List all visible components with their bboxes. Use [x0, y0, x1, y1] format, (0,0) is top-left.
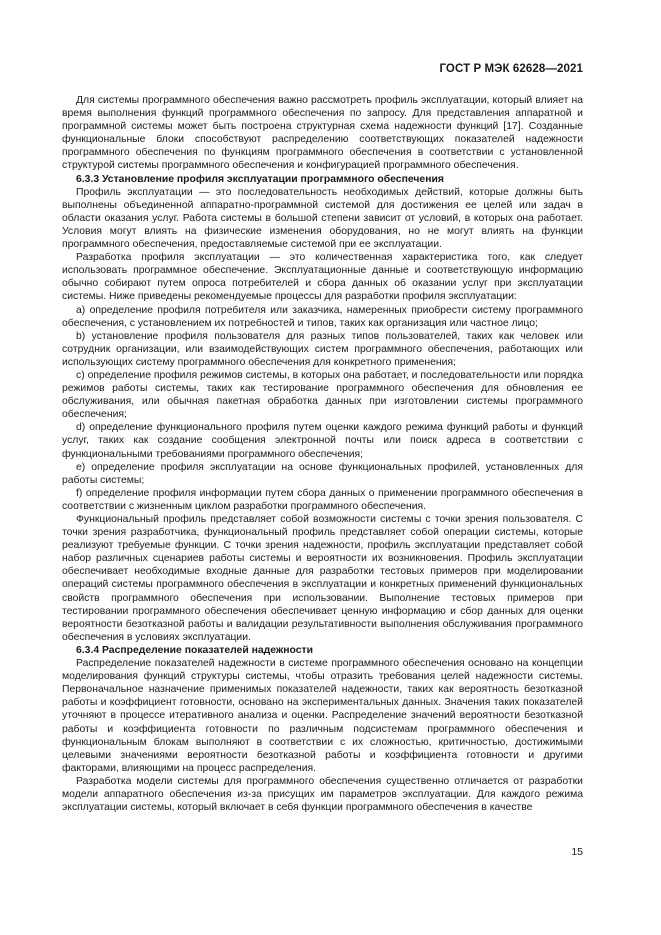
list-item-a: a) определение профиля потребителя или заказчика, намеренных приобрести систему программного обеспечения, с установлением их потребностей и типов, таких как организация или частное лицо; — [62, 304, 583, 329]
document-header: ГОСТ Р МЭК 62628—2021 — [439, 63, 583, 75]
paragraph: Распределение показателей надежности в системе программного обеспечения основано на концепции моделирования функций структуры системы, чтобы отразить требования целей надежности системы. Первоначальное назначение применимых показателей надежности, таких как вероятность безотказной работы и коэффициент готовности, основано на экспериментальных данных. Значения таких показателей уточняют в процессе итеративного анализа и оценки. Распределение значений вероятности безотказной работы и коэффициента готовности по различным подсистемам программного обеспечения и функциональным блокам выполняют в соответствии с их сложностью, критичностью, достижимыми целевыми значениями вероятности безотказной работы и коэффициента готовности и другими факторами, влияющими на процесс распределения. — [62, 658, 583, 774]
paragraph: Функциональный профиль представляет собой возможности системы с точки зрения пользователя. С точки зрения разработчика, функциональный профиль представляет собой операции системы, которые реализуют требуемые функции. С точки зрения надежности, профиль эксплуатации представляет собой набор различных сценариев работы системы и вероятности их возникновения. Профиль эксплуатации обеспечивает необходимые входные данные для разработки тестовых примеров при моделировании операций системы программного обеспечения в эксплуатации и конкретных применений функциональных свойств программного обеспечения при использовании. Выполнение тестовых примеров при тестировании программного обеспечения обеспечивает ценную информацию и сбор данных для оценки вероятности безотказной работы и валидации результативности выполнения обслуживания программного обеспечения в условиях эксплуатации. — [62, 514, 583, 643]
page-body — [62, 94, 583, 814]
page-number: 15 — [571, 846, 583, 858]
list-item-f: f) определение профиля информации путем сбора данных о применении программного обеспечения в соответствии с жизненным циклом разработки программного обеспечения. — [62, 487, 583, 512]
list-item-e: e) определение профиля эксплуатации на основе функциональных профилей, установленных для работы системы; — [62, 461, 583, 486]
paragraph: Разработка модели системы для программного обеспечения существенно отличается от разработки модели аппаратного обеспечения из-за присущих им параметров эксплуатации. Для каждого режима эксплуатации системы, который включает в себя функции программного обеспечения в качестве — [62, 775, 583, 814]
paragraph: Разработка профиля эксплуатации — это количественная характеристика того, как следует использовать программное обеспечение. Эксплуатационные данные и соответствующую информацию обычно собирают путем опроса потребителей и сбора данных об оказании услуг при эксплуатации системы. Ниже приведены рекомендуемые процессы для разработки профиля эксплуатации: — [62, 252, 583, 303]
list-item-b: b) установление профиля пользователя для разных типов пользователей, таких как человек или сотрудник организации, или взаимодействующих систем программного обеспечения, работающих или использующих систему программного обеспечения для конкретного применения; — [62, 330, 583, 368]
intro-paragraph: Для системы программного обеспечения важно рассмотреть профиль эксплуатации, который влияет на время выполнения функций программного обеспечения по запросу. Для представления аппаратной и программной системы может быть построена структурная схема надежности функций [17]. Созданные функциональные блоки способствуют распределению соответствующих показателей надежности программного обеспечения по функциям программного обеспечения в соответствии с установленной структурой системы программного обеспечения и конфигурацией программного обеспечения. — [62, 95, 583, 172]
list-item-d: d) определение функционального профиля путем оценки каждого режима функций работы и функций услуг, таких как создание сообщения электронной почты или поиск адреса в соответствии с функциональными требованиями программного обеспечения; — [62, 422, 583, 460]
paragraph: Профиль эксплуатации — это последовательность необходимых действий, которые должны быть выполнены объединенной аппаратно-программной системой для достижения ее целей или задач в области оказания услуг. Работа системы в большой степени зависит от условий, в которых она работает. Условия могут влиять на физические изменения оборудования, но не могут влиять на функции программного обеспечения, предоставляемые системой при ее эксплуатации. — [62, 186, 583, 251]
list-item-c: c) определение профиля режимов системы, в которых она работает, и последовательности или порядка режимов работы системы, таких как тестирование программного обеспечения для обновления ее обслуживания, или обычная пакетная обработка данных при изготовлении системы программного обеспечения; — [62, 369, 583, 421]
section-heading-634: 6.3.4 Распределение показателей надежности — [76, 644, 314, 656]
section-heading-633: 6.3.3 Установление профиля эксплуатации программного обеспечения — [76, 173, 444, 185]
